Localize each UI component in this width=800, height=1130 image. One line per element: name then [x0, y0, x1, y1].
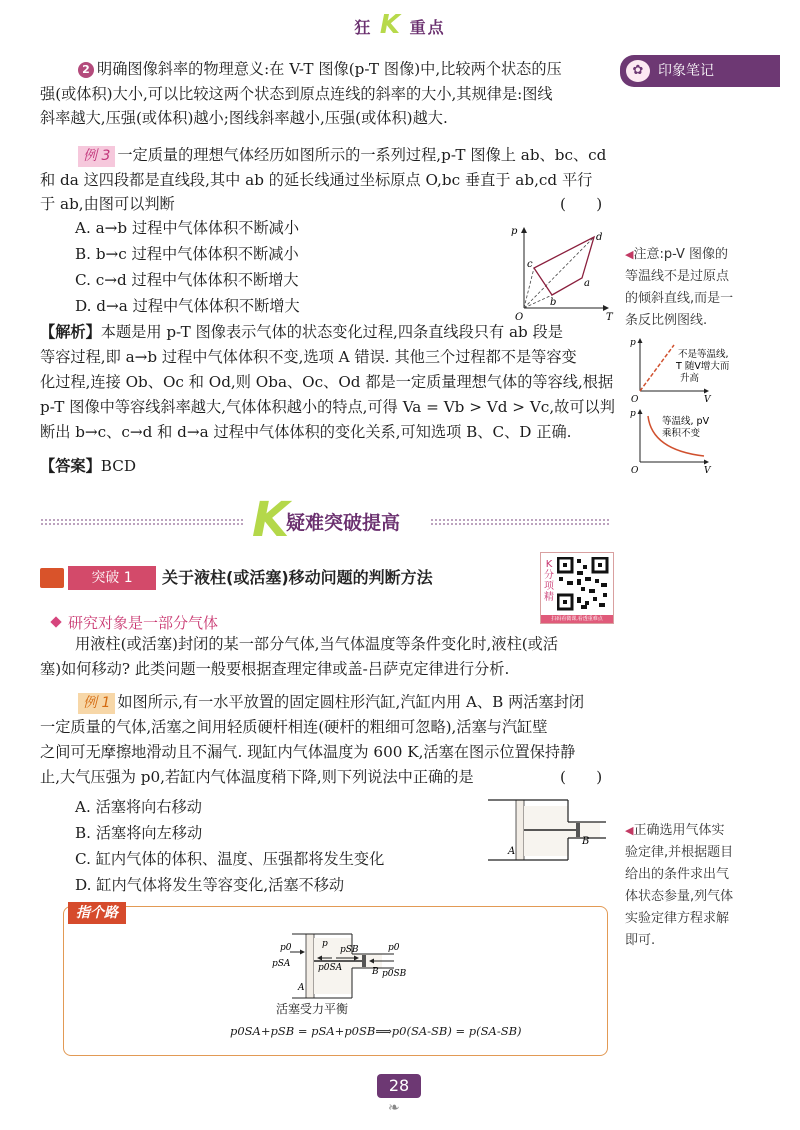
example3-option-d: D. d→a 过程中气体体积不断增大 [75, 297, 300, 315]
breakthrough-title: 关于液柱(或活塞)移动问题的判断方法 [162, 568, 433, 587]
example1-option-b: B. 活塞将向左移动 [75, 824, 203, 842]
svg-text:V: V [704, 395, 711, 403]
hint-tag: 指个路 [68, 902, 126, 924]
pt-graph-figure [510, 222, 614, 322]
svg-text:pSB: pSB [340, 945, 359, 955]
piston-b-label: B [582, 836, 590, 847]
svg-text:T 随V增大而: T 随V增大而 [676, 361, 730, 372]
intro2-line-2: 塞)如何移动? 此类问题一般要根据查理定律或盖-吕萨克定律进行分析. [40, 660, 510, 678]
bird-icon: ✿ [626, 60, 650, 82]
qr-code[interactable] [540, 552, 614, 624]
breakthrough-tag: 突破 1 [68, 566, 156, 590]
intro-line-1: 2 明确图像斜率的物理意义:在 V-T 图像(p-T 图像)中,比较两个状态的压 [78, 59, 562, 80]
header-k-logo: K [379, 10, 403, 40]
svg-text:A: A [298, 983, 305, 993]
header-text-left: 狂 [354, 18, 373, 37]
svg-text:p0: p0 [388, 943, 400, 953]
leaf-ornament-icon: ❧ [388, 1100, 400, 1116]
svg-text:p: p [630, 338, 636, 348]
intro2-line-1: 用液柱(或活塞)封闭的某一部分气体,当气体温度等条件变化时,液柱(或活 [75, 635, 559, 653]
analysis-line-4: p-T 图像中等容线斜率越大,气体体积越小的特点,可得 Va = Vb > Vd > Vc,故可以判 [40, 398, 615, 416]
intro-line-3: 斜率越大,压强(或体积)越小;图线斜率越小,压强(或体积)越大. [40, 109, 448, 127]
example1-tag: 例 1 [78, 693, 115, 714]
pt-y-label: p [511, 226, 518, 237]
note-tab-label: 印象笔记 [658, 63, 714, 79]
analysis-label: 【解析】 [40, 323, 101, 341]
example1-line-4: 止,大气压强为 p0,若缸内气体温度稍下降,则下列说法中正确的是 [40, 768, 474, 786]
example3-bracket: ( ) [560, 195, 603, 213]
svg-text:O: O [631, 395, 639, 403]
example1-option-c: C. 缸内气体的体积、温度、压强都将发生变化 [75, 850, 385, 868]
point-c: c [527, 259, 533, 270]
subheading: 研究对象是一部分气体 [52, 612, 218, 633]
hint-caption: 活塞受力平衡 [276, 1002, 349, 1016]
k-logo-icon: K [252, 492, 290, 548]
example1-option-a: A. 活塞将向右移动 [75, 798, 202, 816]
example1-option-d: D. 缸内气体将发生等容变化,活塞不移动 [75, 876, 345, 894]
section-title: 疑难突破提高 [286, 512, 401, 534]
section-heading [252, 492, 502, 548]
note-tab [620, 55, 780, 87]
qr-label: K分项精 [544, 559, 554, 603]
example3-tag: 例 3 [78, 146, 115, 167]
svg-text:升高: 升高 [680, 373, 700, 384]
svg-text:p0SB: p0SB [382, 969, 407, 979]
example1-bracket: ( ) [560, 768, 603, 786]
analysis-line-1: 【解析】本题是用 p-T 图像表示气体的状态变化过程,四条直线段只有 ab 段是 [40, 323, 563, 341]
hint-equation: p0SA+pSB = pSA+p0SB⟹p0(SA-SB) = p(SA-SB) [230, 1024, 522, 1038]
example3-line-2: 和 da 这四段都是直线段,其中 ab 的延长线通过坐标原点 O,bc 垂直于 ab,cd 平行 [40, 171, 593, 189]
running-header [0, 10, 800, 40]
svg-text:不是等温线,: 不是等温线, [678, 349, 729, 360]
point-d: d [596, 232, 603, 243]
svg-text:乘积不变: 乘积不变 [662, 428, 701, 439]
example1-line-2: 一定质量的气体,活塞之间用轻质硬杆相连(硬杆的粗细可忽略),活塞与汽缸壁 [40, 718, 548, 736]
example1-line-3: 之间可无摩擦地滑动且不漏气. 现缸内气体温度为 600 K,活塞在图示位置保持静 [40, 743, 576, 761]
answer-label: 【答案】 [40, 457, 101, 475]
diamond-bullet-icon [50, 616, 61, 627]
svg-text:p: p [322, 939, 328, 949]
svg-text:p0SA: p0SA [318, 963, 343, 973]
answer-value: BCD [100, 457, 136, 475]
header-text-right: 重点 [409, 18, 446, 37]
example3-option-c: C. c→d 过程中气体体积不断增大 [75, 271, 299, 289]
example3-line-3: 于 ab,由图可以判断 [40, 195, 175, 213]
analysis-line-3: 化过程,连接 Ob、Oc 和 Od,则 Oba、Oc、Od 都是一定质量理想气体的等容线,根据 [40, 373, 614, 391]
svg-text:O: O [631, 466, 639, 474]
example1-line-1: 例 1 如图所示,有一水平放置的固定圆柱形汽缸,汽缸内用 A、B 两活塞封闭 [78, 692, 584, 714]
svg-text:p0: p0 [280, 943, 292, 953]
point-b: b [550, 297, 557, 308]
answer-line [40, 456, 136, 477]
svg-text:p: p [630, 409, 636, 419]
pt-x-label: T [606, 312, 613, 322]
piston-a-label: A [508, 846, 516, 857]
cylinder-figure [488, 796, 608, 866]
point-a: a [584, 278, 590, 289]
svg-text:pSA: pSA [272, 959, 291, 969]
book-icon [40, 568, 64, 588]
example3-option-b: B. b→c 过程中气体体积不断减小 [75, 245, 299, 263]
svg-text:等温线, pV: 等温线, pV [662, 416, 710, 427]
qr-caption: 扫码看微课,看透重难点 [541, 615, 613, 623]
svg-text:B: B [372, 967, 379, 977]
side-note-2: ◀正确选用气体实 验定律,并根据题目 给出的条件求出气 体状态参量,列气体 实验定律方程求解 即可. [625, 823, 734, 948]
pv-graph-isothermal [628, 406, 768, 474]
divider-left [40, 518, 245, 526]
analysis-line-2: 等容过程,即 a→b 过程中气体体积不变,选项 A 错误. 其他三个过程都不是等容变 [40, 348, 577, 366]
pt-origin: O [515, 312, 524, 322]
page-number: 28 [377, 1074, 421, 1098]
circled-number: 2 [78, 62, 94, 78]
pv-graph-non-isothermal [628, 335, 768, 403]
analysis-line-5: 断出 b→c、c→d 和 d→a 过程中气体体积的变化关系,可知选项 B、C、D 正确. [40, 423, 572, 441]
example3-line-1: 例 3 一定质量的理想气体经历如图所示的一系列过程,p-T 图像上 ab、bc、cd [78, 145, 606, 167]
svg-text:V: V [704, 466, 711, 474]
intro-line-2: 强(或体积)大小,可以比较这两个状态到原点连线的斜率的大小,其规律是:图线 [40, 85, 553, 103]
side-note-1: ◀注意:p-V 图像的 等温线不是过原点 的倾斜直线,而是一 条反比例图线. [625, 247, 734, 328]
qr-code-icon [557, 557, 609, 611]
example3-option-a: A. a→b 过程中气体体积不断减小 [75, 219, 300, 237]
